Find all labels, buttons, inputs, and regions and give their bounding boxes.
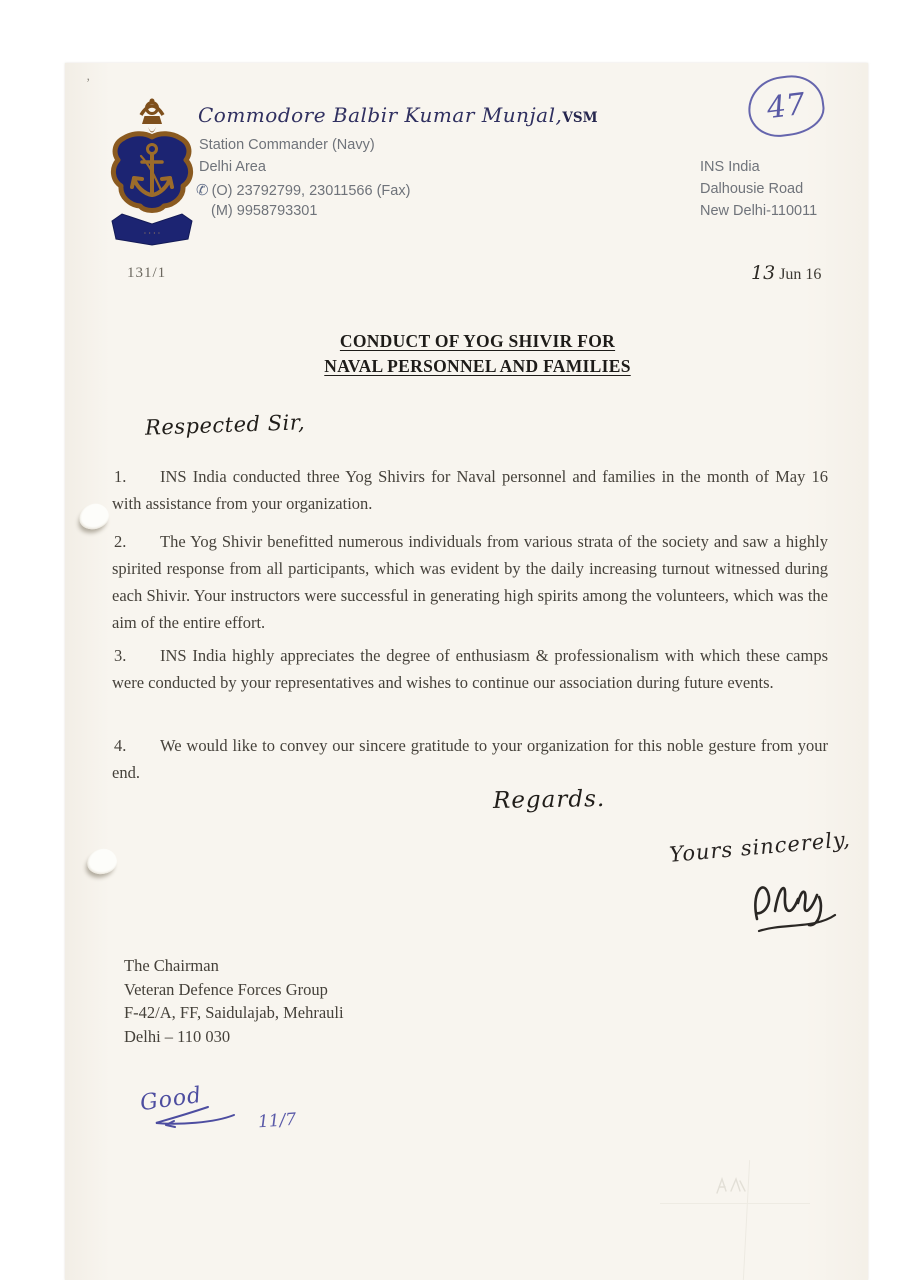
officer-area: Delhi Area [199, 159, 266, 175]
signature-icon [743, 869, 843, 941]
punch-hole [85, 847, 119, 877]
punch-hole [76, 501, 111, 533]
page-number-value: 47 [764, 86, 808, 126]
recipient-line: Delhi – 110 030 [124, 1026, 231, 1046]
recipient-line: F-42/A, FF, Saidulajab, Mehrauli [124, 1003, 344, 1022]
paragraph-number: 4. [114, 736, 127, 755]
handwritten-page-number [745, 72, 828, 141]
navy-crest-icon [100, 93, 205, 251]
unit-address-line: New Delhi-110011 [700, 203, 818, 219]
salutation-handwritten: Respected Sir, [144, 410, 306, 440]
recipient-line: The Chairman [124, 956, 219, 975]
paragraph-2 [112, 528, 828, 636]
reference-number: 131/1 [127, 265, 167, 281]
crest-crown [141, 99, 163, 125]
paragraph-text: INS India highly appreciates the degree of enthusiasm & professionalism with which these camps were conducted by your representatives and wishes to continue our association during future events. [112, 646, 828, 692]
paragraph-text: We would like to convey our sincere gratitude to your organization for this noble gesture from your end. [112, 736, 828, 782]
stray-ink-mark: ’ [86, 75, 91, 90]
unit-address-line: INS India [700, 159, 760, 175]
yours-sincerely-handwritten: Yours sincerely, [668, 827, 852, 867]
officer-honor: VSM [562, 110, 598, 126]
crest-banner-text: · · · · [143, 229, 161, 238]
paragraph-1 [112, 463, 828, 517]
paragraph-number: 3. [114, 646, 127, 665]
endorsement-date: 11/7 [257, 1109, 297, 1133]
letter-date [751, 262, 821, 284]
unit-address-line: Dalhousie Road [700, 181, 804, 197]
paragraph-text: INS India conducted three Yog Shivirs for Naval personnel and families in the month of May 16 with assistance from your organization. [112, 467, 828, 513]
subject-heading [76, 329, 879, 379]
navy-crest [100, 93, 205, 256]
paragraph-text: The Yog Shivir benefitted numerous individuals from various strata of the society and saw a highly spirited response from all participants, which was evident by the daily increasing turnout witnessed during each Shivir. Your instructors were successful in generating high spirits among the volunteers, which was the aim of the entire effort. [112, 532, 828, 632]
paragraph-4 [112, 732, 828, 786]
regards-handwritten: Regards. [492, 786, 606, 814]
paper-crease [660, 1203, 810, 1204]
good-word-handwritten: Good [138, 1082, 204, 1117]
subject-line-2: NAVAL PERSONNEL AND FAMILIES [324, 356, 631, 376]
scanned-letter-page [65, 63, 868, 1280]
subject-line-1: CONDUCT OF YOG SHIVIR FOR [339, 331, 616, 351]
office-phone-line [196, 181, 410, 199]
office-phone: (O) 23792799, 23011566 (Fax) [211, 183, 411, 199]
mobile-phone: (M) 9958793301 [211, 203, 318, 219]
signature [743, 869, 843, 946]
paragraph-number: 2. [114, 532, 127, 551]
officer-name-script: Commodore Balbir Kumar Munjal, [198, 103, 563, 127]
phone-icon: ✆ [196, 182, 209, 199]
date-rest: Jun 16 [775, 266, 822, 283]
unit-address [700, 156, 817, 222]
recipient-line: Veteran Defence Forces Group [124, 979, 328, 999]
recipient-address [124, 954, 344, 1048]
paragraph-3 [112, 642, 828, 696]
officer-designation: Station Commander (Navy) [199, 137, 375, 153]
crest-knot [148, 127, 156, 133]
officer-name [198, 103, 598, 127]
date-day-handwritten: 13 [751, 262, 776, 284]
paragraph-number: 1. [114, 467, 127, 486]
faint-pencil-scribble [713, 1175, 749, 1202]
